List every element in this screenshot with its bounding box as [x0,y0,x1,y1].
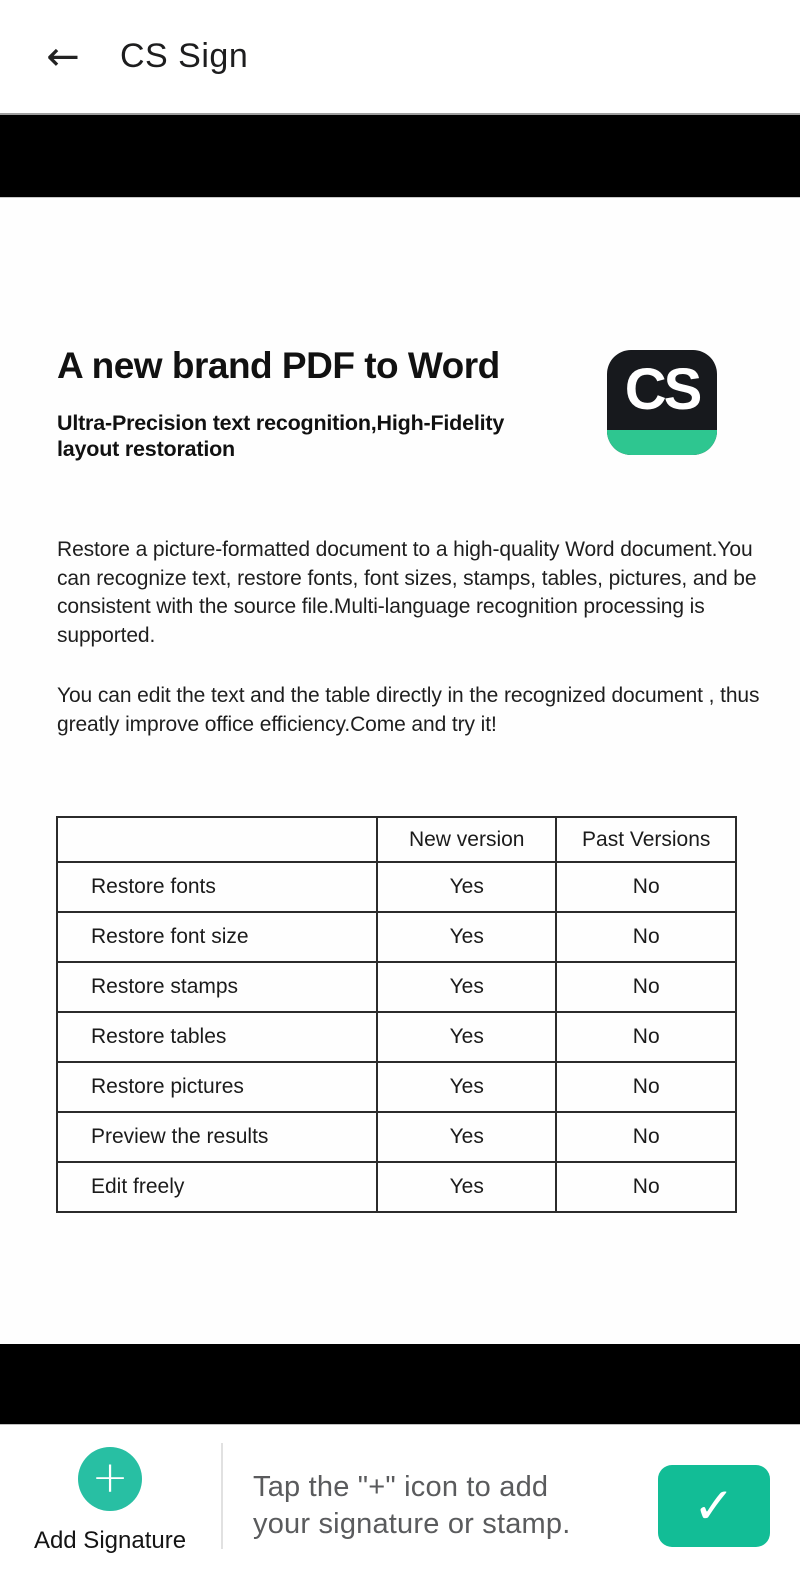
table-row [57,1112,736,1162]
new-version-cell: Yes [377,1062,556,1112]
feature-cell: Preview the results [57,1112,377,1162]
feature-cell: Restore stamps [57,962,377,1012]
feature-cell: Restore font size [57,912,377,962]
cs-logo-green-strip [607,430,717,455]
past-versions-cell: No [556,912,736,962]
feature-cell: Edit freely [57,1162,377,1212]
signature-hint-text [253,1469,571,1543]
past-versions-cell: No [556,862,736,912]
document-subheading: Ultra-Precision text recognition,High-Fidelity layout restoration [57,411,505,461]
header-cell-past-versions: Past Versions [556,817,736,862]
table-row [57,962,736,1012]
new-version-cell: Yes [377,912,556,962]
past-versions-cell: No [556,1012,736,1062]
feature-cell: Restore fonts [57,862,377,912]
new-version-cell: Yes [377,962,556,1012]
document-paragraph-2: You can edit the text and the table directly in the recognized document , thus greatly improve office efficiency.Come and try it! [57,684,760,736]
comparison-table [56,816,737,1213]
toolbar-divider [221,1443,223,1549]
cs-app-logo [607,350,717,455]
bottom-toolbar [0,1425,800,1587]
new-version-cell: Yes [377,1162,556,1212]
add-signature-label: Add Signature [33,1527,187,1554]
table-header-row [57,817,736,862]
checkmark-icon: ✓ [693,1477,735,1535]
past-versions-cell: No [556,1112,736,1162]
past-versions-cell: No [556,1062,736,1112]
new-version-cell: Yes [377,1012,556,1062]
feature-cell: Restore pictures [57,1062,377,1112]
app-header [0,0,800,113]
hint-line-1: Tap the "+" icon to add [253,1471,549,1503]
viewer-letterbox-top [0,113,800,198]
add-signature-button[interactable] [10,1425,210,1587]
past-versions-cell: No [556,962,736,1012]
viewer-letterbox-bottom [0,1344,800,1425]
cs-logo-text: CS [624,356,700,422]
feature-cell: Restore tables [57,1012,377,1062]
table-row [57,1012,736,1062]
document-page [0,198,800,1344]
header-cell-new-version: New version [377,817,556,862]
page-title: CS Sign [120,37,249,75]
table-row [57,862,736,912]
hint-line-2: your signature or stamp. [253,1508,571,1540]
document-heading: A new brand PDF to Word [57,345,500,386]
table-row [57,1062,736,1112]
plus-icon: + [91,1451,129,1503]
back-arrow-icon: ← [46,33,80,80]
back-button[interactable] [40,34,86,80]
table-row [57,912,736,962]
table-row [57,1162,736,1212]
header-cell-blank [57,817,377,862]
new-version-cell: Yes [377,1112,556,1162]
past-versions-cell: No [556,1162,736,1212]
new-version-cell: Yes [377,862,556,912]
confirm-button[interactable] [658,1465,770,1547]
document-paragraph-1: Restore a picture-formatted document to a high-quality Word document.You can recognize text, restore fonts, font sizes, stamps, tables, pictures, and be consistent with the source file.Multi-language recognition processing is supported. [57,538,757,647]
plus-circle [78,1447,142,1511]
